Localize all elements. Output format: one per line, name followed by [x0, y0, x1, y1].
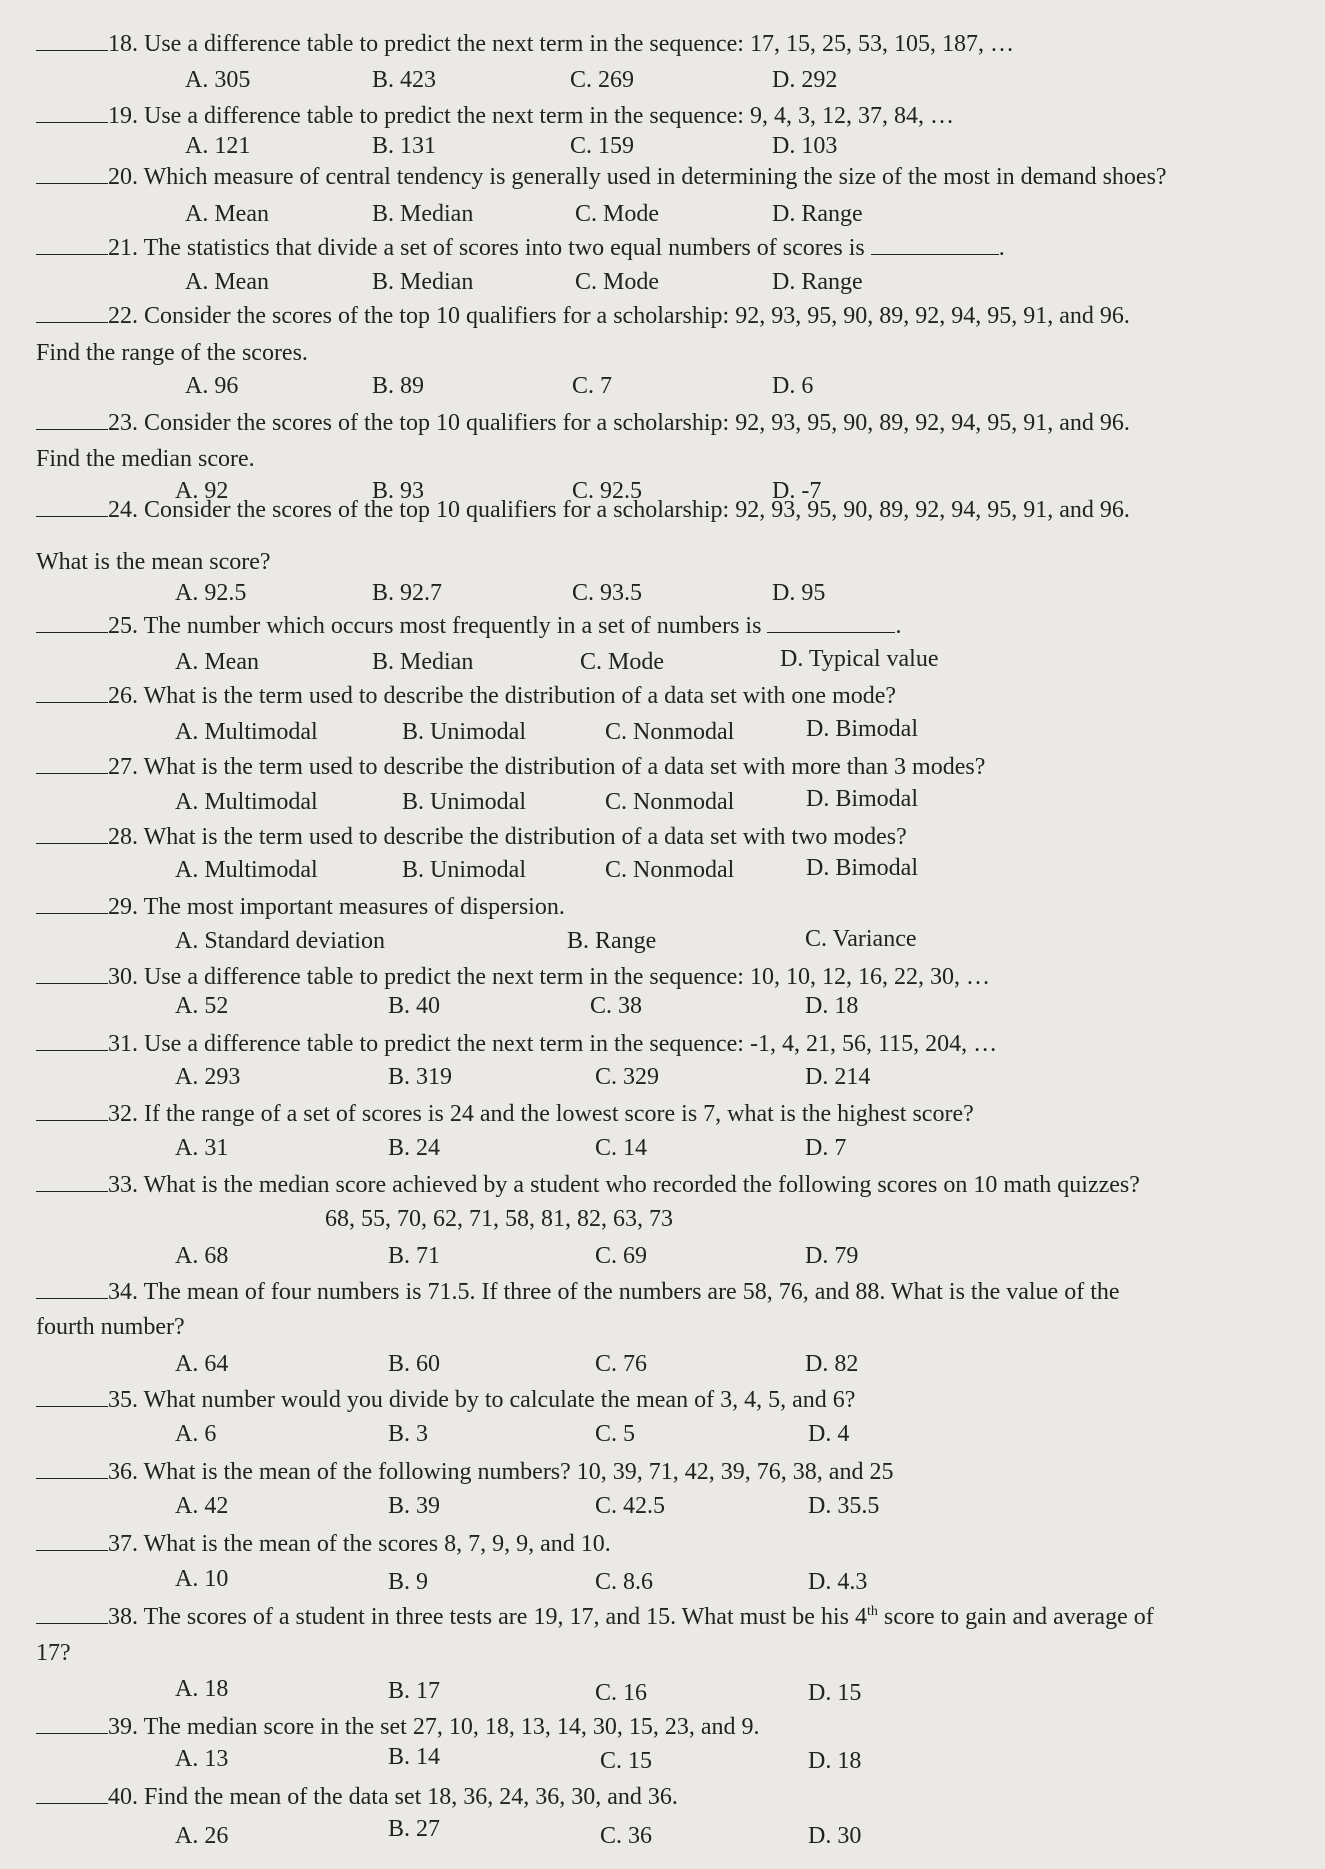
option-a: A. 10 — [175, 1566, 229, 1592]
question-text: The median score in the set 27, 10, 18, 13, 14, 30, 15, 23, and 9. — [143, 1714, 760, 1740]
score-list: 68, 55, 70, 62, 71, 58, 81, 82, 63, 73 — [325, 1206, 673, 1232]
option-b: B. 27 — [388, 1816, 441, 1842]
question-text: Use a difference table to predict the next term in the sequence: 10, 10, 12, 16, 22, 30, … — [144, 964, 990, 990]
answer-blank[interactable] — [36, 1171, 108, 1192]
question-text: The most important measures of dispersion. — [143, 894, 565, 920]
question-text: What number would you divide by to calculate the mean of 3, 4, 5, and 6? — [143, 1387, 856, 1413]
option-d: D. 292 — [772, 67, 838, 93]
question-continuation: 17? — [36, 1640, 71, 1666]
option-b: B. 60 — [388, 1351, 441, 1377]
question-text: Use a difference table to predict the next term in the sequence: -1, 4, 21, 56, 115, 204, … — [144, 1031, 998, 1057]
answer-blank[interactable] — [36, 612, 108, 633]
option-c: C. 93.5 — [572, 580, 643, 606]
option-b: B. 319 — [388, 1064, 453, 1090]
option-c: C. 16 — [595, 1680, 648, 1706]
option-c: C. 8.6 — [595, 1569, 654, 1595]
option-b: B. Unimodal — [402, 719, 526, 745]
question-text: Use a difference table to predict the next term in the sequence: 9, 4, 3, 12, 37, 84, … — [144, 103, 954, 129]
option-d: D. 82 — [805, 1351, 859, 1377]
option-c: C. Variance — [805, 926, 917, 952]
option-c: C. 7 — [572, 373, 613, 399]
option-a: A. Multimodal — [175, 857, 318, 883]
question-text: What is the term used to describe the distribution of a data set with one mode? — [143, 683, 897, 709]
option-a: A. 305 — [185, 67, 251, 93]
option-d: D. 18 — [808, 1748, 862, 1774]
question-text: The mean of four numbers is 71.5. If three of the numbers are 58, 76, and 88. What is the value of the — [143, 1279, 1120, 1305]
option-a: A. 18 — [175, 1676, 229, 1702]
question-text: What is the mean of the scores 8, 7, 9, 9, and 10. — [143, 1531, 611, 1557]
option-c: C. 36 — [600, 1823, 653, 1849]
option-d: D. Bimodal — [806, 786, 918, 812]
option-d: D. 18 — [805, 993, 859, 1019]
option-d: D. 35.5 — [808, 1493, 880, 1519]
option-c: C. Nonmodal — [605, 789, 735, 815]
option-d: D. 79 — [805, 1243, 859, 1269]
option-c: C. 69 — [595, 1243, 648, 1269]
option-c: C. Mode — [575, 201, 659, 227]
option-b: B. Unimodal — [402, 857, 526, 883]
answer-blank[interactable] — [36, 302, 108, 323]
option-d: D. 7 — [805, 1135, 847, 1161]
answer-blank[interactable] — [36, 1030, 108, 1051]
option-b: B. 40 — [388, 993, 441, 1019]
option-a: A. 68 — [175, 1243, 229, 1269]
option-d: D. 103 — [772, 133, 838, 159]
option-a: A. 52 — [175, 993, 229, 1019]
option-d: D. Range — [772, 201, 863, 227]
question-text: The scores of a student in three tests are 19, 17, and 15. What must be his 4 — [143, 1604, 867, 1630]
answer-blank[interactable] — [36, 1278, 108, 1299]
option-b: B. 93 — [372, 478, 425, 504]
option-c: C. Mode — [575, 269, 659, 295]
question-continuation: What is the mean score? — [36, 549, 271, 575]
option-d: D. 30 — [808, 1823, 862, 1849]
option-a: A. Multimodal — [175, 789, 318, 815]
option-b: B. 71 — [388, 1243, 441, 1269]
answer-blank[interactable] — [36, 1100, 108, 1121]
option-a: A. 31 — [175, 1135, 229, 1161]
option-a: A. Mean — [185, 201, 269, 227]
answer-blank[interactable] — [36, 823, 108, 844]
option-b: B. Median — [372, 269, 474, 295]
question-text: What is the mean of the following numbers? 10, 39, 71, 42, 39, 76, 38, and 25 — [143, 1459, 894, 1485]
option-b: B. Unimodal — [402, 789, 526, 815]
option-b: B. 39 — [388, 1493, 441, 1519]
option-a: A. Multimodal — [175, 719, 318, 745]
option-c: C. 76 — [595, 1351, 648, 1377]
question-text: Consider the scores of the top 10 qualifiers for a scholarship: 92, 93, 95, 90, 89, 92, 94, 95, 91, and 96. — [144, 410, 1130, 436]
answer-blank[interactable] — [36, 1530, 108, 1551]
option-d: D. Bimodal — [806, 716, 918, 742]
question-continuation: Find the median score. — [36, 446, 255, 472]
option-b: B. 9 — [388, 1569, 429, 1595]
question-text: What is the term used to describe the distribution of a data set with two modes? — [143, 824, 907, 850]
answer-blank[interactable] — [36, 1783, 108, 1804]
option-d: D. Range — [772, 269, 863, 295]
answer-blank[interactable] — [36, 963, 108, 984]
question-text: The number which occurs most frequently in a set of numbers is — [143, 613, 762, 639]
answer-blank[interactable] — [36, 1603, 108, 1624]
option-d: D. 214 — [805, 1064, 871, 1090]
option-c: C. 269 — [570, 67, 635, 93]
option-a: A. Mean — [175, 649, 259, 675]
answer-blank[interactable] — [36, 1386, 108, 1407]
option-b: B. Range — [567, 928, 657, 954]
option-c: C. Nonmodal — [605, 719, 735, 745]
answer-blank[interactable] — [36, 409, 108, 430]
option-b: B. 131 — [372, 133, 437, 159]
ordinal-suffix: th — [866, 1604, 878, 1619]
option-a: A. 42 — [175, 1493, 229, 1519]
option-b: B. 14 — [388, 1744, 441, 1770]
option-a: A. 121 — [185, 133, 251, 159]
question-text: If the range of a set of scores is 24 and the lowest score is 7, what is the highest score? — [144, 1101, 974, 1127]
option-d: D. 4 — [808, 1421, 850, 1447]
option-c: C. 38 — [590, 993, 643, 1019]
answer-blank[interactable] — [36, 496, 108, 517]
option-b: B. 17 — [388, 1678, 441, 1704]
question-text: Find the mean of the data set 18, 36, 24, 36, 30, and 36. — [144, 1784, 678, 1810]
option-b: B. Median — [372, 201, 474, 227]
answer-blank[interactable] — [36, 102, 108, 123]
option-c: C. 329 — [595, 1064, 660, 1090]
option-d: D. Bimodal — [806, 855, 918, 881]
answer-blank[interactable] — [36, 1713, 108, 1734]
question-text: Use a difference table to predict the next term in the sequence: 17, 15, 25, 53, 105, 187, … — [144, 31, 1014, 57]
option-a: A. 293 — [175, 1064, 241, 1090]
answer-blank[interactable] — [36, 30, 108, 51]
option-a: A. 92.5 — [175, 580, 247, 606]
answer-blank[interactable] — [36, 163, 108, 184]
answer-blank[interactable] — [36, 682, 108, 703]
question-text: What is the term used to describe the distribution of a data set with more than 3 modes? — [143, 754, 986, 780]
option-a: A. 6 — [175, 1421, 217, 1447]
option-b: B. 24 — [388, 1135, 441, 1161]
option-c: C. 159 — [570, 133, 635, 159]
option-a: A. 96 — [185, 373, 239, 399]
question-text: What is the median score achieved by a student who recorded the following scores on 10 math quizzes? — [143, 1172, 1140, 1198]
option-a: A. Standard deviation — [175, 928, 385, 954]
option-c: C. Mode — [580, 649, 664, 675]
option-d: D. Typical value — [780, 646, 939, 672]
option-b: B. 89 — [372, 373, 425, 399]
option-b: B. 423 — [372, 67, 437, 93]
fill-in-line[interactable] — [767, 612, 895, 633]
fill-in-line[interactable] — [871, 234, 999, 255]
option-c: C. 42.5 — [595, 1493, 666, 1519]
option-c: C. Nonmodal — [605, 857, 735, 883]
option-c: C. 14 — [595, 1135, 648, 1161]
option-d: D. 15 — [808, 1680, 862, 1706]
option-b: B. Median — [372, 649, 474, 675]
option-d: D. 4.3 — [808, 1569, 868, 1595]
option-c: C. 5 — [595, 1421, 636, 1447]
option-b: B. 3 — [388, 1421, 429, 1447]
answer-blank[interactable] — [36, 234, 108, 255]
question-text: Consider the scores of the top 10 qualifiers for a scholarship: 92, 93, 95, 90, 89, 92, 94, 95, 91, and 96. — [144, 497, 1130, 523]
question-continuation: fourth number? — [36, 1314, 185, 1340]
question-text: Which measure of central tendency is generally used in determining the size of the most in demand shoes? — [143, 164, 1167, 190]
answer-blank[interactable] — [36, 893, 108, 914]
option-c: C. 92.5 — [572, 478, 643, 504]
option-a: A. 13 — [175, 1746, 229, 1772]
option-a: A. 92 — [175, 478, 229, 504]
option-a: A. 64 — [175, 1351, 229, 1377]
option-b: B. 92.7 — [372, 580, 443, 606]
option-c: C. 15 — [600, 1748, 653, 1774]
option-a: A. Mean — [185, 269, 269, 295]
question-continuation: Find the range of the scores. — [36, 340, 308, 366]
option-d: D. 6 — [772, 373, 814, 399]
option-a: A. 26 — [175, 1823, 229, 1849]
question-text: Consider the scores of the top 10 qualifiers for a scholarship: 92, 93, 95, 90, 89, 92, 94, 95, 91, and 96. — [144, 303, 1130, 329]
answer-blank[interactable] — [36, 1458, 108, 1479]
option-d: D. -7 — [772, 478, 822, 504]
question-text: The statistics that divide a set of scores into two equal numbers of scores is — [143, 235, 865, 261]
answer-blank[interactable] — [36, 753, 108, 774]
option-d: D. 95 — [772, 580, 826, 606]
worksheet-page: 18. Use a difference table to predict the next term in the sequence: 17, 15, 25, 53, 105, 187, … A. 305 B. 423 C. 269 D. 292 19. Use a difference table to predict the next term in the sequence: 9, 4, 3, 12, 37, 84, … A. 121 B. 131 C. 159 D. 103 20. Which measure of central tendency is generally used in determining the size of the most in demand shoes? A. Mean B. Median C. Mode D. Range 21. The statistics that divide a set of scores into two equal numbers of scores is . A. Mean B. Median C. Mode D. Range 22. Consider the scores of the top 10 qualifiers for a scholarship: 92, 93, 95, 90, 89, 92, 94, 95, 91, and 96. Find the range of the scores. A. 96 B. 89 C. 7 D. 6 23. Consider the scores of the top 10 qualifiers for a scholarship: 92, 93, 95, 90, 89, 92, 94, 95, 91, and 96. Find the median score. A. 92 B. 93 C. 92.5 D. -7 24. Consider the scores of the top 10 qualifiers for a scholarship: 92, 93, 95, 90, 89, 92, 94, 95, 91, and 96. What is the mean score? A. 92.5 B. 92.7 C. 93.5 D. 95 25. The number which occurs most frequently in a set of numbers is . A. Mean B. Median C. Mode D. Typical value 26. What is the term used to describe the distribution of a data set with one mode? A. Multimodal B. Unimodal C. Nonmodal D. Bimodal 27. What is the term used to describe the distribution of a data set with more than 3 modes? A. Multimodal B. Unimodal C. Nonmodal D. Bimodal 28. What is the term used to describe the distribution of a data set with two modes? A. Multimodal B. Unimodal C. Nonmodal D. Bimodal 29. The most important measures of dispersion. A. Standard deviation B. Range C. Variance 30. Use a difference table to predict the next term in the sequence: 10, 10, 12, 16, 22, 30, … A. 52 B. 40 C. 38 D. 18 31. Use a difference table to predict the next term in the sequence: -1, 4, 21, 56, 115, 204, … A. 293 B. 319 C. 329 D. 214 32. If the range of a set of scores is 24 and the lowest score is 7, what is the highest score? A. 31 B. 24 C. 14 D. 7 33. What is the median score achieved by a student who recorded the following scores on 10 math quizzes? 68, 55, 70, 62, 71, 58, 81, 82, 63, 73 A. 68 B. 71 C. 69 D. 79 34. The mean of four numbers is 71.5. If three of the numbers are 58, 76, and 88. What is the value of the fourth number? A. 64 B. 60 C. 76 D. 82 35. What number would you divide by to calculate the mean of 3, 4, 5, and 6? A. 6 B. 3 C. 5 D. 4 36. What is the mean of the following numbers? 10, 39, 71, 42, 39, 76, 38, and 25 A. 42 B. 39 C. 42.5 D. 35.5 37. What is the mean of the scores 8, 7, 9, 9, and 10. A. 10 B. 9 C. 8.6 D. 4.3 38. The scores of a student in three tests are 19, 17, and 15. What must be his 4th score to gain and average of 17? A. 18 B. 17 C. 16 D. 15 39. The median score in the set 27, 10, 18, 13, 14, 30, 15, 23, and 9. A. 13 B. 14 C. 15 D. 18 40. Find the mean of the data set 18, 36, 24, 36, 30, and 36. A. 26 B. 27 C. 36 D. 30 — [36, 31, 1167, 1849]
